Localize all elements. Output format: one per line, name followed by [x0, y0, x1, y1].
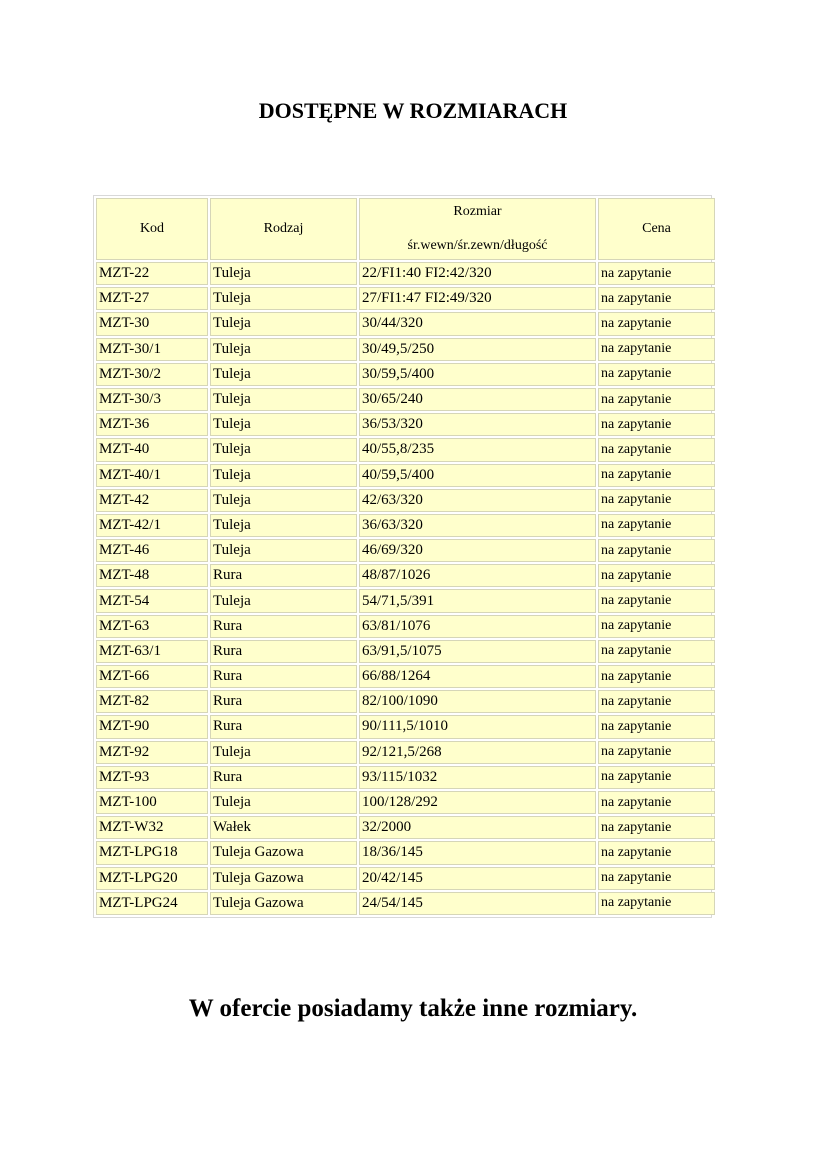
cell-rozmiar: 90/111,5/1010 — [359, 715, 596, 738]
sizes-table — [94, 196, 717, 917]
cell-kod: MZT-63/1 — [96, 640, 208, 663]
cell-rodzaj: Tuleja — [210, 514, 357, 537]
cell-rodzaj: Tuleja — [210, 438, 357, 461]
header-rodzaj: Rodzaj — [210, 198, 357, 260]
cell-rozmiar: 63/81/1076 — [359, 615, 596, 638]
cell-rodzaj: Tuleja — [210, 539, 357, 562]
table-body — [96, 262, 715, 915]
cell-cena: na zapytanie — [598, 514, 715, 537]
cell-kod: MZT-66 — [96, 665, 208, 688]
table-row — [96, 741, 715, 764]
table-row — [96, 388, 715, 411]
cell-rodzaj: Rura — [210, 766, 357, 789]
cell-rozmiar: 24/54/145 — [359, 892, 596, 915]
cell-rodzaj: Tuleja Gazowa — [210, 892, 357, 915]
cell-rodzaj: Tuleja — [210, 388, 357, 411]
cell-kod: MZT-48 — [96, 564, 208, 587]
cell-cena: na zapytanie — [598, 338, 715, 361]
table-row — [96, 438, 715, 461]
cell-cena: na zapytanie — [598, 287, 715, 310]
cell-cena: na zapytanie — [598, 363, 715, 386]
table-row — [96, 338, 715, 361]
cell-kod: MZT-93 — [96, 766, 208, 789]
cell-cena: na zapytanie — [598, 715, 715, 738]
cell-rodzaj: Rura — [210, 690, 357, 713]
cell-rodzaj: Tuleja — [210, 262, 357, 285]
cell-kod: MZT-40/1 — [96, 464, 208, 487]
cell-rodzaj: Tuleja — [210, 363, 357, 386]
cell-rodzaj: Rura — [210, 615, 357, 638]
cell-rodzaj: Tuleja — [210, 791, 357, 814]
cell-rozmiar: 92/121,5/268 — [359, 741, 596, 764]
cell-rodzaj: Tuleja — [210, 413, 357, 436]
cell-rozmiar: 42/63/320 — [359, 489, 596, 512]
table-row — [96, 539, 715, 562]
table-row — [96, 715, 715, 738]
table-row — [96, 312, 715, 335]
cell-rodzaj: Tuleja — [210, 338, 357, 361]
table-row — [96, 867, 715, 890]
cell-rozmiar: 48/87/1026 — [359, 564, 596, 587]
cell-kod: MZT-46 — [96, 539, 208, 562]
cell-cena: na zapytanie — [598, 388, 715, 411]
cell-cena: na zapytanie — [598, 640, 715, 663]
table-row — [96, 589, 715, 612]
cell-cena: na zapytanie — [598, 841, 715, 864]
cell-kod: MZT-100 — [96, 791, 208, 814]
cell-rozmiar: 46/69/320 — [359, 539, 596, 562]
cell-rozmiar: 63/91,5/1075 — [359, 640, 596, 663]
cell-rozmiar: 30/49,5/250 — [359, 338, 596, 361]
header-kod: Kod — [96, 198, 208, 260]
cell-kod: MZT-27 — [96, 287, 208, 310]
cell-kod: MZT-30 — [96, 312, 208, 335]
page-title: DOSTĘPNE W ROZMIARACH — [258, 98, 568, 123]
cell-cena: na zapytanie — [598, 262, 715, 285]
cell-kod: MZT-92 — [96, 741, 208, 764]
cell-rozmiar: 82/100/1090 — [359, 690, 596, 713]
table-row — [96, 514, 715, 537]
cell-cena: na zapytanie — [598, 867, 715, 890]
cell-rodzaj: Rura — [210, 564, 357, 587]
cell-rozmiar: 40/55,8/235 — [359, 438, 596, 461]
sizes-table-container — [93, 195, 712, 918]
cell-rodzaj: Tuleja Gazowa — [210, 841, 357, 864]
cell-rozmiar: 93/115/1032 — [359, 766, 596, 789]
table-row — [96, 841, 715, 864]
cell-rozmiar: 100/128/292 — [359, 791, 596, 814]
cell-rozmiar: 66/88/1264 — [359, 665, 596, 688]
cell-kod: MZT-LPG24 — [96, 892, 208, 915]
cell-kod: MZT-W32 — [96, 816, 208, 839]
cell-cena: na zapytanie — [598, 690, 715, 713]
table-row — [96, 766, 715, 789]
cell-rozmiar: 54/71,5/391 — [359, 589, 596, 612]
cell-kod: MZT-40 — [96, 438, 208, 461]
table-row — [96, 262, 715, 285]
cell-kod: MZT-30/2 — [96, 363, 208, 386]
cell-kod: MZT-LPG18 — [96, 841, 208, 864]
table-row — [96, 564, 715, 587]
cell-cena: na zapytanie — [598, 741, 715, 764]
cell-rozmiar: 30/59,5/400 — [359, 363, 596, 386]
table-row — [96, 287, 715, 310]
table-row — [96, 816, 715, 839]
cell-rozmiar: 27/FI1:47 FI2:49/320 — [359, 287, 596, 310]
cell-rozmiar: 30/65/240 — [359, 388, 596, 411]
cell-rozmiar: 40/59,5/400 — [359, 464, 596, 487]
cell-kod: MZT-82 — [96, 690, 208, 713]
cell-kod: MZT-54 — [96, 589, 208, 612]
table-row — [96, 413, 715, 436]
cell-cena: na zapytanie — [598, 489, 715, 512]
cell-cena: na zapytanie — [598, 464, 715, 487]
cell-rodzaj: Tuleja — [210, 464, 357, 487]
cell-rozmiar: 32/2000 — [359, 816, 596, 839]
table-row — [96, 464, 715, 487]
header-cena: Cena — [598, 198, 715, 260]
cell-rodzaj: Tuleja — [210, 287, 357, 310]
cell-kod: MZT-22 — [96, 262, 208, 285]
cell-cena: na zapytanie — [598, 438, 715, 461]
cell-rodzaj: Tuleja — [210, 489, 357, 512]
cell-rozmiar: 36/63/320 — [359, 514, 596, 537]
cell-rozmiar: 30/44/320 — [359, 312, 596, 335]
cell-cena: na zapytanie — [598, 615, 715, 638]
cell-cena: na zapytanie — [598, 413, 715, 436]
header-rozmiar-label: Rozmiar — [453, 204, 502, 219]
cell-rodzaj: Rura — [210, 640, 357, 663]
cell-kod: MZT-30/1 — [96, 338, 208, 361]
cell-kod: MZT-30/3 — [96, 388, 208, 411]
cell-cena: na zapytanie — [598, 312, 715, 335]
cell-cena: na zapytanie — [598, 665, 715, 688]
cell-kod: MZT-LPG20 — [96, 867, 208, 890]
table-row — [96, 363, 715, 386]
table-row — [96, 892, 715, 915]
table-row — [96, 791, 715, 814]
cell-kod: MZT-42 — [96, 489, 208, 512]
table-row — [96, 615, 715, 638]
table-row — [96, 640, 715, 663]
cell-cena: na zapytanie — [598, 589, 715, 612]
table-row — [96, 690, 715, 713]
cell-kod: MZT-63 — [96, 615, 208, 638]
header-rozmiar — [359, 198, 596, 260]
cell-kod: MZT-90 — [96, 715, 208, 738]
cell-rodzaj: Wałek — [210, 816, 357, 839]
cell-rozmiar: 22/FI1:40 FI2:42/320 — [359, 262, 596, 285]
table-row — [96, 489, 715, 512]
cell-rozmiar: 36/53/320 — [359, 413, 596, 436]
footer-note: W ofercie posiadamy także inne rozmiary. — [188, 995, 638, 1022]
cell-rozmiar: 18/36/145 — [359, 841, 596, 864]
header-rozmiar-sublabel: śr.wewn/śr.zewn/długość — [407, 238, 548, 253]
cell-cena: na zapytanie — [598, 791, 715, 814]
table-header-row — [96, 198, 715, 260]
cell-rodzaj: Tuleja Gazowa — [210, 867, 357, 890]
table-row — [96, 665, 715, 688]
cell-cena: na zapytanie — [598, 766, 715, 789]
cell-kod: MZT-36 — [96, 413, 208, 436]
cell-rodzaj: Tuleja — [210, 312, 357, 335]
cell-rodzaj: Tuleja — [210, 741, 357, 764]
cell-rodzaj: Tuleja — [210, 589, 357, 612]
cell-rodzaj: Rura — [210, 715, 357, 738]
cell-kod: MZT-42/1 — [96, 514, 208, 537]
cell-cena: na zapytanie — [598, 816, 715, 839]
cell-cena: na zapytanie — [598, 539, 715, 562]
cell-rozmiar: 20/42/145 — [359, 867, 596, 890]
cell-cena: na zapytanie — [598, 892, 715, 915]
cell-rodzaj: Rura — [210, 665, 357, 688]
cell-cena: na zapytanie — [598, 564, 715, 587]
